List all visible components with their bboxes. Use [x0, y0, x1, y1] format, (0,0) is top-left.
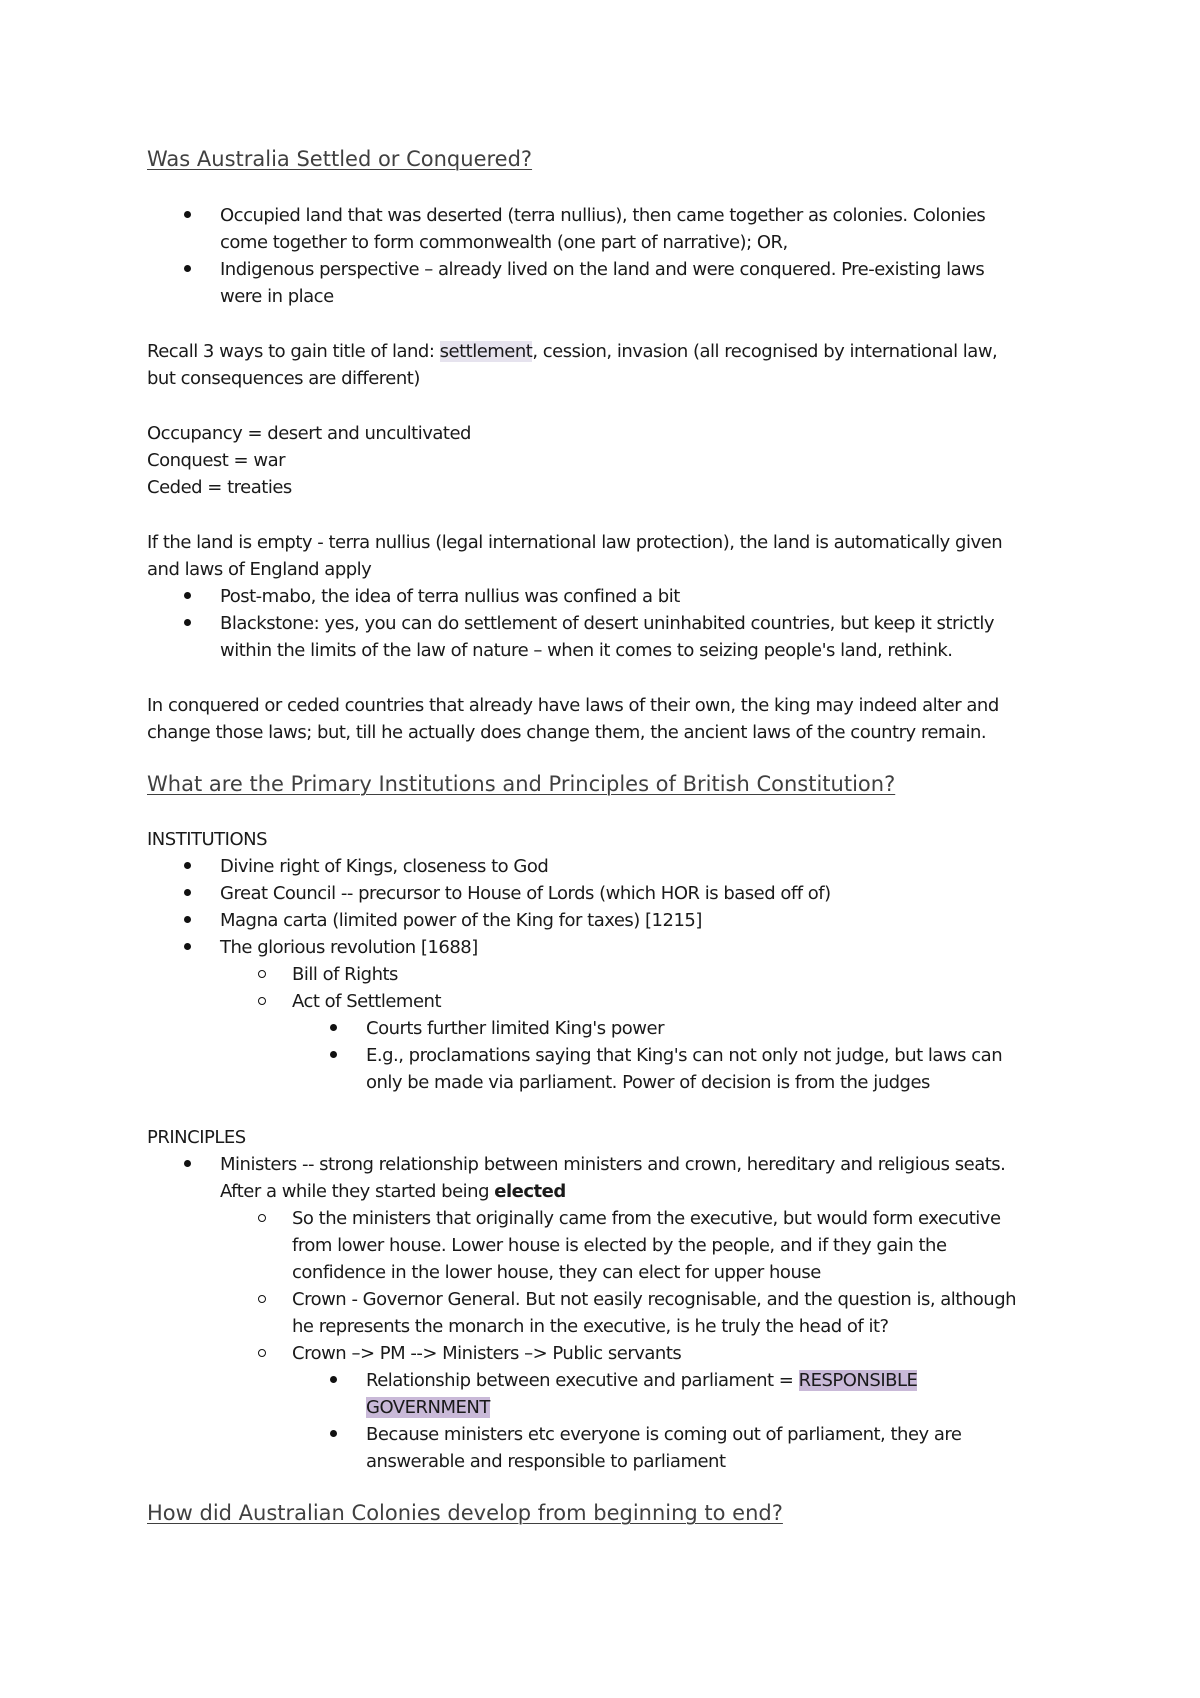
heading-australian-colonies: How did Australian Colonies develop from beginning to end?: [147, 1501, 783, 1525]
item-ministers-origin-line3: confidence in the lower house, they can elect for upper house: [292, 1262, 821, 1283]
bullet-icon: [184, 256, 191, 272]
bullet-indigenous-line1: Indigenous perspective – already lived on the land and were conquered. Pre-existing laws: [220, 259, 985, 280]
bullet-blackstone-line2: within the limits of the law of nature – when it comes to seizing people's land, rethink.: [220, 640, 953, 661]
bullet-icon: [184, 202, 191, 218]
item-crown-gg-line2: he represents the monarch in the executive, is he truly the head of it?: [292, 1316, 889, 1337]
item-proclamations-line2: only be made via parliament. Power of decision is from the judges: [366, 1072, 930, 1093]
item-relationship-line2: [366, 1394, 490, 1421]
item-answerable-line2: answerable and responsible to parliament: [366, 1451, 726, 1472]
item-crown-chain: Crown –> PM --> Ministers –> Public servants: [292, 1343, 682, 1364]
bold-elected: elected: [494, 1181, 566, 1202]
principles-label: PRINCIPLES: [147, 1127, 246, 1148]
highlight-responsible: RESPONSIBLE: [798, 1370, 918, 1391]
bullet-icon: [184, 610, 191, 626]
item-ministers-origin-line1: So the ministers that originally came from the executive, but would form executive: [292, 1208, 1001, 1229]
bullet-indigenous-line2: were in place: [220, 286, 334, 307]
bullet-icon: [184, 934, 191, 950]
institutions-label: INSTITUTIONS: [147, 829, 268, 850]
institution-great-council: Great Council -- precursor to House of Lords (which HOR is based off of): [220, 883, 831, 904]
principle-ministers-line1: Ministers -- strong relationship between ministers and crown, hereditary and religious seats.: [220, 1154, 1006, 1175]
heading-british-constitution: What are the Primary Institutions and Principles of British Constitution?: [147, 772, 896, 796]
bullet-occupied-line1: Occupied land that was deserted (terra nullius), then came together as colonies. Colonies: [220, 205, 986, 226]
institution-act-of-settlement: Act of Settlement: [292, 991, 442, 1012]
circle-bullet-icon: [258, 1286, 266, 1303]
item-ministers-origin-line2: from lower house. Lower house is elected by the people, and if they gain the: [292, 1235, 947, 1256]
item-courts-limited: Courts further limited King's power: [366, 1018, 664, 1039]
institution-divine-right: Divine right of Kings, closeness to God: [220, 856, 549, 877]
item-answerable-line1: Because ministers etc everyone is coming out of parliament, they are: [366, 1424, 962, 1445]
bullet-blackstone-line1: Blackstone: yes, you can do settlement of desert uninhabited countries, but keep it strictly: [220, 613, 994, 634]
bullet-icon: [184, 907, 191, 923]
bullet-icon: [330, 1042, 337, 1058]
empty-land-line2: and laws of England apply: [147, 559, 372, 580]
empty-land-line1: If the land is empty - terra nullius (legal international law protection), the land is automatically given: [147, 532, 1003, 553]
circle-bullet-icon: [258, 961, 266, 978]
conquest-line: Conquest = war: [147, 450, 286, 471]
bullet-icon: [184, 880, 191, 896]
occupancy-line: Occupancy = desert and uncultivated: [147, 423, 471, 444]
bullet-occupied-line2: come together to form commonwealth (one part of narrative); OR,: [220, 232, 788, 253]
bullet-icon: [330, 1421, 337, 1437]
heading-settled-or-conquered: Was Australia Settled or Conquered?: [147, 147, 533, 171]
bullet-post-mabo: Post-mabo, the idea of terra nullius was confined a bit: [220, 586, 680, 607]
institution-bill-of-rights: Bill of Rights: [292, 964, 398, 985]
highlight-settlement: settlement: [439, 341, 533, 362]
bullet-icon: [184, 583, 191, 599]
bullet-icon: [184, 853, 191, 869]
recall-line1: Recall 3 ways to gain title of land: settlement, cession, invasion (all recognised by international law,: [147, 341, 998, 362]
item-relationship-line1: Relationship between executive and parliament = RESPONSIBLE: [366, 1370, 918, 1391]
highlight-government: GOVERNMENT: [366, 1397, 490, 1418]
principle-ministers-line2: After a while they started being elected: [220, 1181, 566, 1202]
institution-magna-carta: Magna carta (limited power of the King for taxes) [1215]: [220, 910, 702, 931]
recall-line2: but consequences are different): [147, 368, 420, 389]
circle-bullet-icon: [258, 988, 266, 1005]
conquered-countries-line2: change those laws; but, till he actually does change them, the ancient laws of the country remain.: [147, 722, 987, 743]
bullet-icon: [184, 1151, 191, 1167]
item-crown-gg-line1: Crown - Governor General. But not easily recognisable, and the question is, although: [292, 1289, 1017, 1310]
bullet-icon: [330, 1015, 337, 1031]
conquered-countries-line1: In conquered or ceded countries that already have laws of their own, the king may indeed alter and: [147, 695, 999, 716]
bullet-icon: [330, 1367, 337, 1383]
institution-glorious-revolution: The glorious revolution [1688]: [220, 937, 478, 958]
circle-bullet-icon: [258, 1340, 266, 1357]
item-proclamations-line1: E.g., proclamations saying that King's can not only not judge, but laws can: [366, 1045, 1003, 1066]
ceded-line: Ceded = treaties: [147, 477, 292, 498]
circle-bullet-icon: [258, 1205, 266, 1222]
